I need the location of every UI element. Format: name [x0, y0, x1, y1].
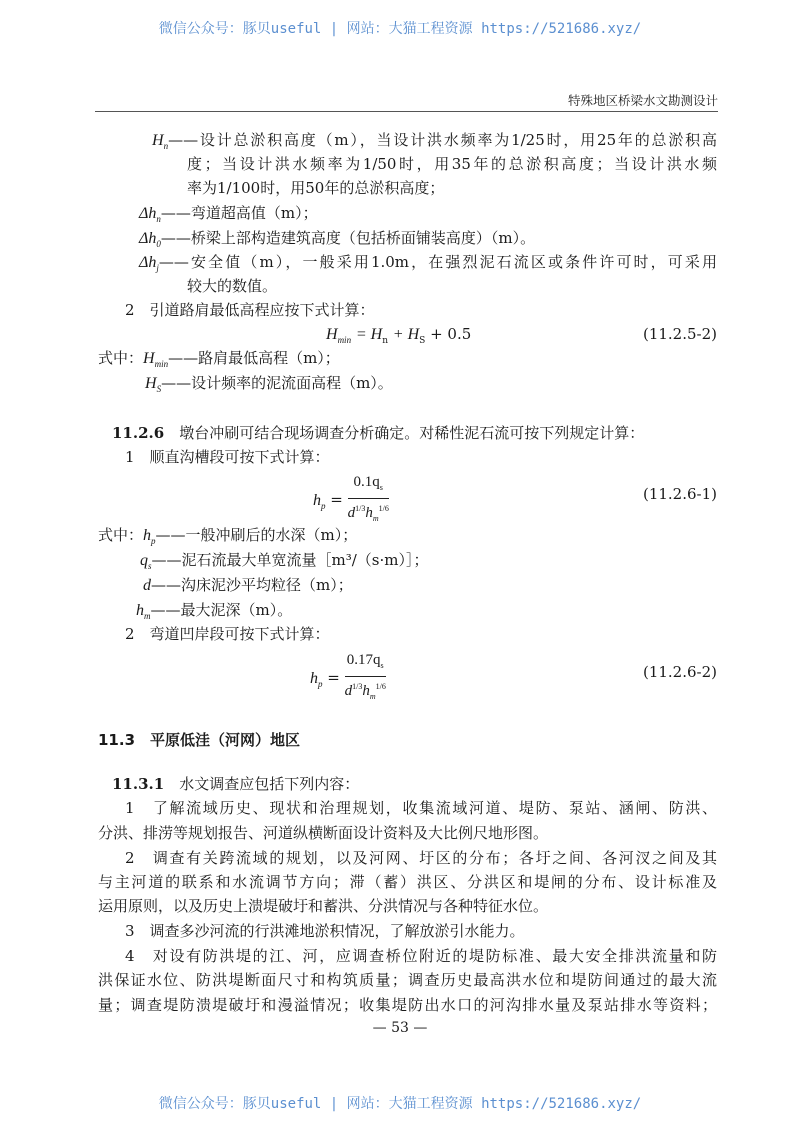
equation-11-2-5-2: $H_{min} = H_n + H_S + 0.5$	[326, 325, 472, 346]
para-line: 分洪、排涝等规划报告、河道纵横断面设计资料及大比例尺地形图。	[98, 824, 549, 842]
clause-11-2-6: 11.2.6 墩台冲刷可结合现场调查分析确定。对稀性泥石流可按下列规定计算：	[112, 424, 645, 442]
watermark-top: 微信公众号：豚贝useful | 网站：大猫工程资源 https://521686.xyz/	[158, 21, 642, 37]
para-line: 量；调查堤防溃堤破圩和漫溢情况；收集堤防出水口的河沟排水量及泵站排水等资料；	[98, 996, 717, 1014]
def-line	[139, 252, 717, 278]
def-text: ——安全值（m），一般采用1.0m，在强烈泥石流区或条件许可时，可采用	[158, 253, 717, 271]
item-text: 2 弯道凹岸段可按下式计算：	[125, 625, 330, 643]
def-text: 率为1/100时，用50年的总淤积高度；	[187, 179, 445, 197]
para-line: 运用原则，以及历史上溃堤破圩和蓄洪、分洪情况与各种特征水位。	[98, 897, 549, 915]
def-line	[152, 130, 717, 156]
para-line: 3 调查多沙河流的行洪滩地淤积情况，了解放淤引水能力。	[125, 922, 525, 940]
running-header: 特殊地区桥梁水文勘测设计	[567, 93, 718, 108]
def-line: $q_s——$泥石流最大单宽流量［m³/（s·m）］；	[140, 551, 429, 572]
equation-number: (11.2.5-2)	[642, 325, 717, 343]
clause-11-3-1: 11.3.1 水文调查应包括下列内容：	[112, 775, 360, 793]
def-line: $\Delta h_0——$桥梁上部构造建筑高度（包括桥面铺装高度）（m）。	[139, 229, 536, 250]
para-line: 洪保证水位、防洪堤断面尺寸和构筑质量；调查历史最高洪水位和堤防间通过的最大流	[98, 971, 717, 989]
item-text: 2 引道路肩最低高程应按下式计算：	[125, 301, 375, 319]
watermark-bottom: 微信公众号：豚贝useful | 网站：大猫工程资源 https://521686.xyz/	[158, 1096, 642, 1112]
def-symbol: $H_n$	[152, 132, 169, 152]
para-line: 1 了解流域历史、现状和治理规划，收集流域河道、堤防、泵站、涵闸、防洪、	[125, 799, 717, 817]
def-line: d——沟床泥沙平均粒径（m）；	[143, 576, 353, 594]
def-line: 式中：$h_p——$一般冲刷后的水深（m）；	[98, 526, 358, 547]
para-line: 与主河道的联系和水流调节方向；滞（蓄）洪区、分洪区和堤闸的分布、设计标准及	[98, 873, 717, 891]
def-text: 度；当设计洪水频率为1/50时，用35年的总淤积高度；当设计洪水频	[187, 155, 717, 173]
section-heading-11-3: 11.3 平原低洼（河网）地区	[98, 731, 301, 749]
def-text: 较大的数值。	[187, 277, 278, 295]
para-line: 4 对设有防洪堤的江、河，应调查桥位附近的堤防标准、最大安全排洪流量和防	[125, 947, 717, 965]
def-line: $H_S——$设计频率的泥流面高程（m）。	[145, 374, 393, 395]
def-line: $h_m——$最大泥深（m）。	[136, 601, 293, 622]
item-text: 1 顺直沟槽段可按下式计算：	[125, 448, 330, 466]
para-line: 2 调查有关跨流域的规划，以及河网、圩区的分布；各圩之间、各河汊之间及其	[125, 849, 717, 867]
page-number: — 53 —	[372, 1020, 428, 1036]
header-rule	[95, 111, 718, 112]
equation-11-2-6-2: $h_p$ = $\frac{0.17q_s}{d^{1/3}h_m^{1/6}}$	[310, 652, 386, 701]
def-line: 式中：$H_{min}——$路肩最低高程（m）；	[98, 349, 340, 370]
def-symbol: $\Delta h_j$	[139, 254, 159, 274]
equation-number: (11.2.6-2)	[642, 663, 717, 681]
def-line: $\Delta h_n——$弯道超高值（m）；	[139, 204, 318, 225]
def-text: ——设计总淤积高度（m），当设计洪水频率为1/25时，用25年的总淤积高	[168, 131, 717, 149]
equation-number: (11.2.6-1)	[642, 485, 717, 503]
equation-11-2-6-1: $h_p$ = $\frac{0.1q_s}{d^{1/3}h_m^{1/6}}$	[313, 474, 389, 523]
